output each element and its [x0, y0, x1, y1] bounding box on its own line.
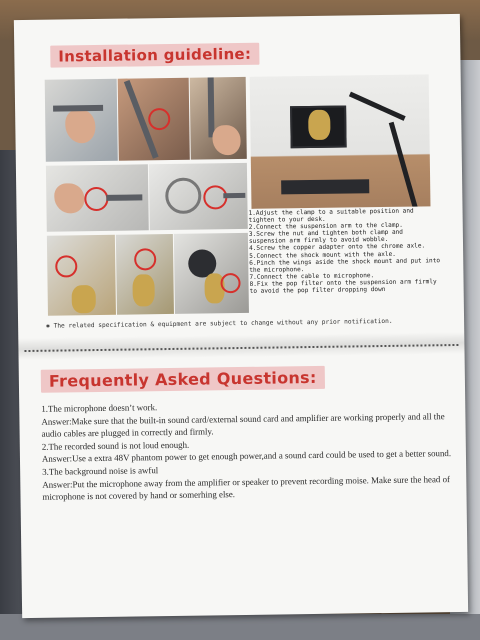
- installation-step: 7.Connect the cable to microphone.: [249, 271, 375, 281]
- faq-answer: Answer:Use a extra 48V phantom power to get enough power,and a sound card could be used to get a better sound.: [41, 448, 452, 465]
- installation-step: 3.Screw the nut and tighten both clamp and suspension arm firmly to avoid wobble.: [248, 229, 403, 246]
- packaging-background: [0, 614, 480, 640]
- faq-content: [41, 397, 452, 503]
- faq-question: 3.The background noise is awful: [42, 465, 159, 477]
- installation-steps: [249, 207, 442, 295]
- installation-heading: Installation guideline:: [50, 43, 259, 68]
- installation-step: 5.Connect the shock mount with the axle.: [249, 250, 396, 260]
- photo-cable-step: [116, 234, 174, 315]
- installation-step: 6.Pinch the wings aside the shock mount and put into the microphone.: [249, 256, 441, 274]
- photo-assembled-setup: [250, 74, 431, 208]
- photo-tighten-step: [190, 77, 247, 160]
- installation-step: 4.Screw the copper adapter onto the chrome axle.: [249, 242, 426, 253]
- photo-shock-mount-step: [149, 163, 248, 230]
- faq-answer: Answer:Make sure that the built-in sound card/external sound card and amplifier are working properly and all the audio cables are plugged in correctly and firmly.: [41, 410, 445, 439]
- faq-question: 2.The recorded sound is not loud enough.: [41, 439, 190, 452]
- installation-step: 2.Connect the suspension arm to the clamp.: [248, 221, 403, 232]
- photo-arm-step: [118, 78, 190, 161]
- faq-answer: Answer:Put the microphone away from the amplifier or speaker to prevent recording moise. Make sure the head of microphone is not covered by hand or somerhing else.: [42, 473, 450, 502]
- instruction-sheet: [14, 14, 468, 618]
- faq-heading: Frequently Asked Questions:: [41, 366, 325, 393]
- photo-adapter-step: [46, 164, 149, 231]
- installation-step: 1.Adjust the clamp to a suitable position and tighten to your desk.: [248, 207, 414, 224]
- photo-clamp-step: [45, 79, 118, 162]
- specification-note: ✱ The related specification & equipment are subject to change without any prior notification.: [46, 317, 393, 330]
- faq-question: 1.The microphone doesn’t work.: [41, 402, 158, 414]
- photo-pop-filter-step: [174, 233, 249, 314]
- photo-insert-mic-step: [47, 235, 116, 316]
- installation-step: 8.Fix the pop filter onto the suspension arm firmly to avoid the pop filter dropping down: [249, 278, 437, 295]
